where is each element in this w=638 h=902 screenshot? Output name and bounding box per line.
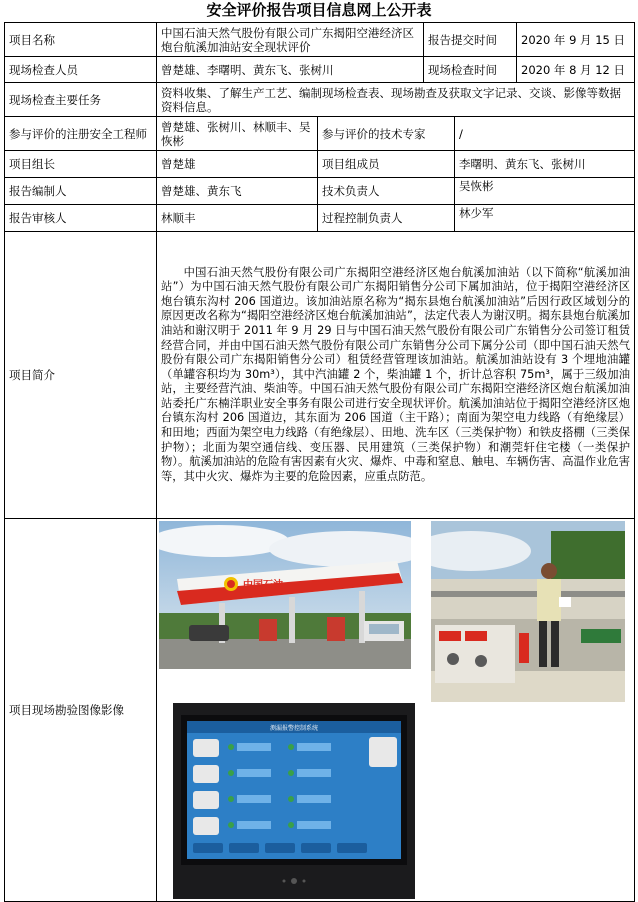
- experts-label: 参与评价的技术专家: [318, 117, 455, 151]
- gas-station-canopy-photo: [159, 521, 411, 669]
- submit-time-label: 报告提交时间: [424, 23, 517, 57]
- project-name-label: 项目名称: [5, 23, 157, 57]
- page-title: 安全评价报告项目信息网上公开表: [206, 1, 432, 19]
- inspectors-label: 现场检查人员: [5, 57, 157, 83]
- members-value: 李曙明、黄东飞、张树川: [455, 151, 635, 178]
- compiler-label: 报告编制人: [5, 178, 157, 205]
- process-lead-value: 林少军: [455, 205, 635, 232]
- tech-lead-value: 吴恢彬: [455, 178, 635, 205]
- submit-time-value: 2020 年 9 月 15 日: [517, 23, 635, 57]
- tank-area-inspection-photo: [431, 521, 625, 702]
- petrochina-logo-icon: [224, 577, 238, 591]
- photos-cell: [157, 519, 635, 902]
- members-label: 项目组成员: [318, 151, 455, 178]
- project-name-value: 中国石油天然气股份有限公司广东揭阳空港经济区炮台航溪加油站安全现状评价: [157, 23, 424, 57]
- leak-alarm-control-screen-photo: [173, 703, 415, 899]
- process-lead-label: 过程控制负责人: [318, 205, 455, 232]
- compiler-value: 曾楚雄、黄东飞: [157, 178, 318, 205]
- engineers-label: 参与评价的注册安全工程师: [5, 117, 157, 151]
- intro-value: 中国石油天然气股份有限公司广东揭阳空港经济区炮台航溪加油站（以下简称“航溪加油站”）为中国石油天然气股份有限公司广东揭阳销售分公司下属加油站，位于揭阳空港经济区炮台镇东沟村 206 国道边。该加油站原名称为“揭东县炮台航溪加油站”后因行政区域划分的原因更改名称为“揭阳空港经济区炮台航溪加油站”，法定代表人为谢汉明。揭东县炮台航溪加油站和谢汉明于 2011 年 9 月 29 日与中国石油天然气股份有限公司广东销售分公司签订租赁经营合同，并由中国石油天然气股份有限公司广东销售分公司下属分公司（即中国石油天然气股份有限公司广东揭阳销售分公司）租赁经营管理该加油站。航溪加油站设有 3 个埋地油罐（单罐容积均为 30m³），其中汽油罐 2 个，柴油罐 1 个，折计总容积 75m³，属于三级加油站，主要经营汽油、柴油等。中国石油天然气股份有限公司广东揭阳空港经济区炮台航溪加油站委托广东楠洋职业安全事务有限公司进行安全现状评价。航溪加油站位于揭阳空港经济区炮台镇东沟村 206 国道边，其东面为 206 国道（主干路）；南面为架空电力线路（有绝缘层）和田地；西面为架空电力线路（有绝缘层）、田地、洗车区（三类保护物）和铁皮搭棚（三类保护物）；北面为架空通信线、变压器、民用建筑（三类保护物）和潮莞轩住宅楼（一类保护物）。航溪加油站的危险有害因素有火灾、爆炸、中毒和窒息、触电、车辆伤害、高温作业危害等，其中火灾、爆炸为主要的危险因素，应重点防范。: [157, 232, 635, 519]
- engineers-value: 曾楚雄、张树川、林顺丰、吴恢彬: [157, 117, 318, 151]
- reviewer-label: 报告审核人: [5, 205, 157, 232]
- inspect-time-label: 现场检查时间: [424, 57, 517, 83]
- tech-lead-label: 技术负责人: [318, 178, 455, 205]
- canopy-sign-text: 中国石油: [243, 580, 283, 591]
- inspect-time-value: 2020 年 8 月 12 日: [517, 57, 635, 83]
- reviewer-value: 林顺丰: [157, 205, 318, 232]
- experts-value: /: [455, 117, 635, 151]
- screen-title: 测漏报警控制系统: [269, 725, 319, 732]
- photos-label: 项目现场勘验图像影像: [5, 519, 157, 902]
- leader-label: 项目组长: [5, 151, 157, 178]
- leader-value: 曾楚雄: [157, 151, 318, 178]
- inspectors-value: 曾楚雄、李曙明、黄东飞、张树川: [157, 57, 424, 83]
- tasks-label: 现场检查主要任务: [5, 83, 157, 117]
- intro-label: 项目简介: [5, 232, 157, 519]
- tasks-value: 资料收集、了解生产工艺、编制现场检查表、现场勘查及获取文字记录、交谈、影像等数据资料信息。: [157, 83, 635, 117]
- info-table: [4, 22, 635, 902]
